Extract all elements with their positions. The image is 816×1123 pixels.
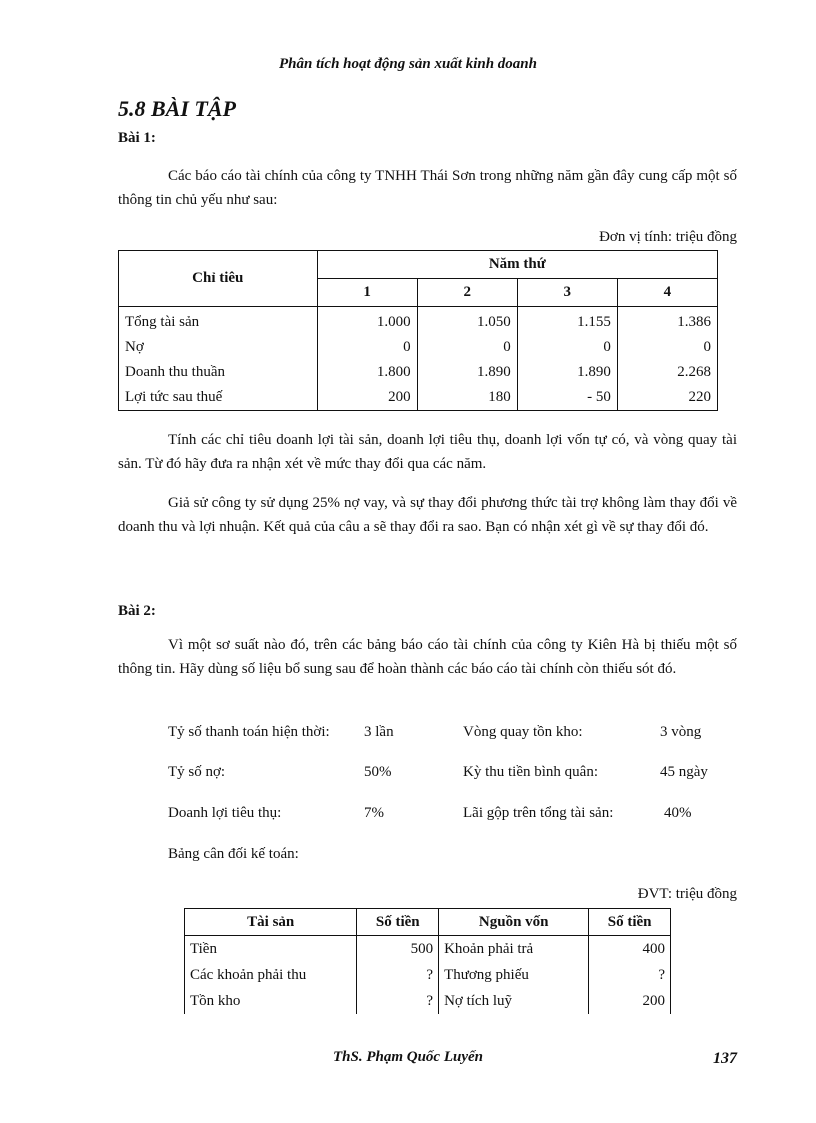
cell-value: - 50 [517,385,617,411]
table-row [185,962,671,988]
cell-value: 1.800 [317,360,417,385]
ratio-value: 40% [664,805,692,821]
exercise-1-unit: Đơn vị tính: triệu đồng [599,229,737,245]
cell-value: 0 [417,335,517,360]
table-row [119,335,718,360]
asset-label: Các khoản phải thu [185,962,357,988]
row-label: Lợi tức sau thuế [119,385,318,411]
cell-value: 180 [417,385,517,411]
exercise-1-question-b: Giả sử công ty sử dụng 25% nợ vay, và sự thay đổi phương thức tài trợ không làm thay đổi về doanh thu và lợi nhuận. Kết quả của câu a sẽ thay đổi ra sao. Bạn có nhận xét gì về sự thay đổi đó. [118,495,737,535]
table-row [119,385,718,411]
asset-label: Tiền [185,936,357,963]
page-header: Phân tích hoạt động sản xuất kinh doanh [278,56,537,72]
col-header-year-1: 1 [317,279,417,307]
row-label: Doanh thu thuần [119,360,318,385]
ratio-value: 7% [364,805,384,821]
col-header-year-2: 2 [417,279,517,307]
source-amount: 400 [589,936,671,963]
col-header-asset-amount: Số tiền [357,909,439,936]
ratio-value: 45 ngày [660,764,708,780]
ratio-label: Tỷ số nợ: [168,764,226,780]
section-title: 5.8 BÀI TẬP [118,96,236,121]
exercise-2-unit: ĐVT: triệu đồng [637,886,737,902]
row-label: Tổng tài sản [119,307,318,336]
page-number: 137 [713,1050,737,1067]
exercise-2-intro: Vì một sơ suất nào đó, trên các bảng báo cáo tài chính của công ty Kiên Hà bị thiếu một số thông tin. Hãy dùng số liệu bổ sung sau để hoàn thành các báo cáo tài chính còn thiếu sót đó. [118,637,737,677]
col-header-year-group: Năm thứ [317,251,717,279]
cell-value: 220 [617,385,717,411]
exercise-1-label: Bài 1: [118,130,156,146]
ratio-value: 3 lần [364,724,394,740]
ratio-value: 3 vòng [660,724,702,740]
ratio-label: Doanh lợi tiêu thụ: [168,805,282,821]
ratio-label: Lãi gộp trên tổng tài sản: [463,805,614,821]
source-label: Nợ tích luỹ [439,988,589,1014]
col-header-source-amount: Số tiền [589,909,671,936]
cell-value: 1.000 [317,307,417,336]
exercise-2-label: Bài 2: [118,603,156,619]
source-label: Khoản phải trả [439,936,589,963]
cell-value: 1.890 [417,360,517,385]
cell-value: 200 [317,385,417,411]
cell-value: 1.050 [417,307,517,336]
col-header-year-4: 4 [617,279,717,307]
asset-amount: 500 [357,936,439,963]
table-row [185,936,671,963]
cell-value: 1.155 [517,307,617,336]
table-row [119,307,718,336]
source-amount: ? [589,962,671,988]
col-header-sources: Nguồn vốn [439,909,589,936]
col-header-indicator: Chỉ tiêu [119,251,318,307]
col-header-year-3: 3 [517,279,617,307]
table-row [185,988,671,1014]
cell-value: 0 [317,335,417,360]
row-label: Nợ [119,335,318,360]
cell-value: 0 [617,335,717,360]
ratio-value: 50% [364,764,392,780]
cell-value: 1.890 [517,360,617,385]
balance-sheet-table [184,908,671,1014]
footer-author: ThS. Phạm Quốc Luyến [332,1049,483,1065]
cell-value: 0 [517,335,617,360]
asset-label: Tồn kho [185,988,357,1014]
exercise-1-intro: Các báo cáo tài chính của công ty TNHH Thái Sơn trong những năm gần đây cung cấp một số thông tin chủ yếu như sau: [118,168,737,208]
ratio-label: Vòng quay tồn kho: [463,724,583,740]
asset-amount: ? [357,988,439,1014]
cell-value: 1.386 [617,307,717,336]
financial-table [118,250,718,411]
ratio-label: Tỷ số thanh toán hiện thời: [168,724,330,740]
source-amount: 200 [589,988,671,1014]
source-label: Thương phiếu [439,962,589,988]
col-header-assets: Tài sản [185,909,357,936]
balance-sheet-label: Bảng cân đối kế toán: [168,846,299,862]
exercise-1-question-a: Tính các chỉ tiêu doanh lợi tài sản, doanh lợi tiêu thụ, doanh lợi vốn tự có, và vòng quay tài sản. Từ đó hãy đưa ra nhận xét về mức thay đổi qua các năm. [118,432,737,472]
table-row [119,360,718,385]
cell-value: 2.268 [617,360,717,385]
ratio-label: Kỳ thu tiền bình quân: [463,764,598,780]
asset-amount: ? [357,962,439,988]
